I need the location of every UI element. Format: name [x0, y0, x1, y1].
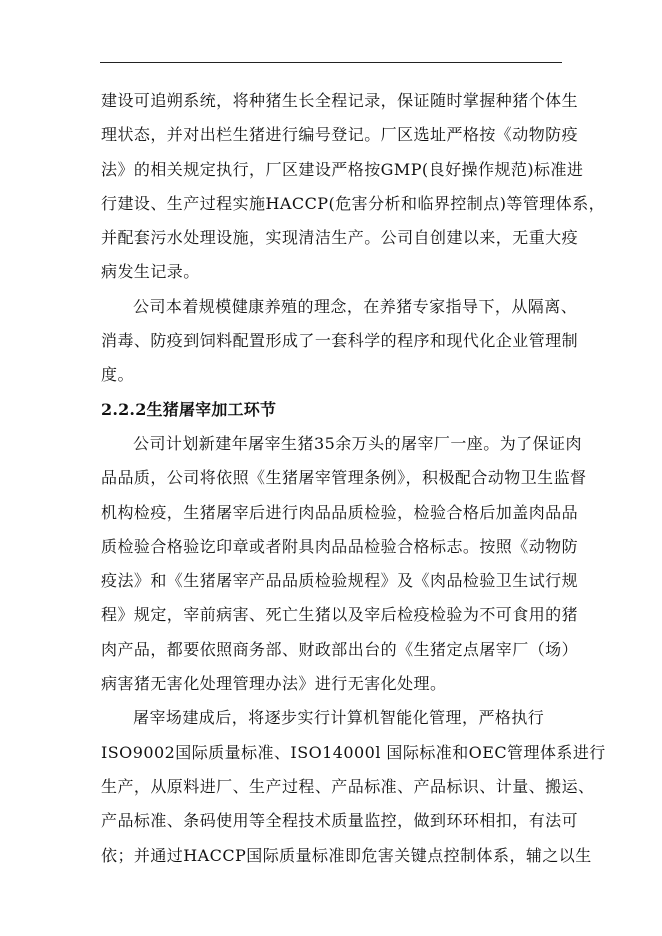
text-line: ISO9002国际质量标准、ISO14000l 国际标准和OEC管理体系进行	[101, 742, 606, 762]
text-line: 依；并通过HACCP国际质量标准即危害关键点控制体系，辅之以生	[101, 845, 592, 865]
text-line: 并配套污水处理设施，实现清洁生产。公司自创建以来，无重大疫	[101, 228, 579, 248]
text-line: 行建设、生产过程实施HACCP(危害分析和临界控制点)等管理体系，	[101, 193, 606, 213]
text-line: 病害猪无害化处理管理办法》进行无害化处理。	[101, 674, 447, 694]
text-line: 公司本着规模健康养殖的理念，在养猪专家指导下，从隔离、	[133, 296, 578, 316]
text-line: 消毒、防疫到饲料配置形成了一套科学的程序和现代化企业管理制	[101, 331, 579, 351]
text-line: 理状态，并对出栏生猪进行编号登记。厂区选址严格按《动物防疫	[101, 125, 579, 145]
text-line: 生产，从原料进厂、生产过程、产品标准、产品标识、计量、搬运、	[101, 776, 595, 796]
header-rule	[100, 62, 562, 63]
text-line: 公司计划新建年屠宰生猪35余万头的屠宰厂一座。为了保证肉	[133, 433, 582, 453]
text-line: 产品标准、条码使用等全程技术质量监控，做到环环相扣，有法可	[101, 811, 579, 831]
text-line: 屠宰场建成后，将逐步实行计算机智能化管理，严格执行	[133, 708, 545, 728]
text-line: 肉产品，都要依照商务部、财政部出台的《生猪定点屠宰厂（场）	[101, 639, 579, 659]
text-line: 建设可追朔系统，将种猪生长全程记录，保证随时掌握种猪个体生	[101, 91, 579, 110]
document-body	[101, 84, 606, 873]
text-line: 机构检疫，生猪屠宰后进行肉品品质检验，检验合格后加盖肉品品	[101, 502, 579, 522]
text-line: 病发生记录。	[101, 262, 200, 282]
text-line: 品品质，公司将依照《生猪屠宰管理条例》，积极配合动物卫生监督	[101, 468, 587, 488]
section-heading: 2.2.2生猪屠宰加工环节	[101, 399, 277, 419]
text-line: 度。	[101, 365, 134, 385]
text-line: 法》的相关规定执行，厂区建设严格按GMP(良好操作规范)标准进	[101, 159, 584, 179]
text-line: 疫法》和《生猪屠宰产品品质检验规程》及《肉品检验卫生试行规	[101, 571, 579, 591]
text-line: 程》规定，宰前病害、死亡生猪以及宰后检疫检验为不可食用的猪	[101, 605, 579, 625]
text-line: 质检验合格验讫印章或者附具肉品品检验合格标志。按照《动物防	[101, 536, 579, 556]
